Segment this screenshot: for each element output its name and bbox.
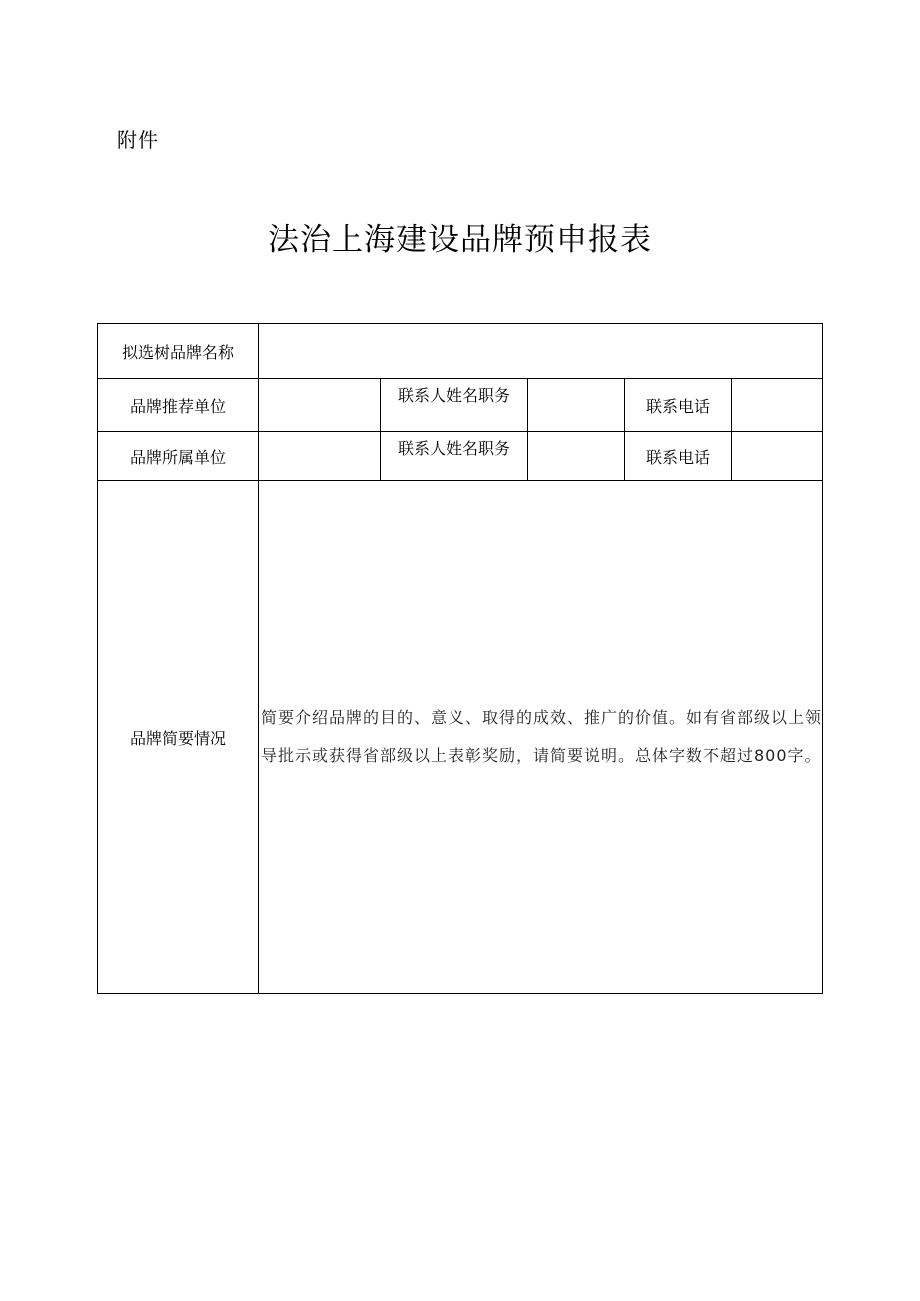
summary-label: 品牌简要情况	[98, 481, 259, 994]
owner-contact-phone-field[interactable]	[732, 432, 823, 481]
owner-unit-label: 品牌所属单位	[98, 432, 259, 481]
brand-name-row	[98, 324, 823, 379]
brand-name-field[interactable]	[259, 324, 823, 379]
summary-field[interactable]	[259, 481, 823, 994]
recommend-unit-label: 品牌推荐单位	[98, 379, 259, 432]
owner-contact-name-title-label: 联系人姓名职务	[381, 432, 528, 481]
summary-hint-line-1: 简要介绍品牌的目的、意义、取得的成效、推广的价值。如有省部级以上领	[261, 708, 823, 727]
owner-unit-field[interactable]	[259, 432, 381, 481]
owner-unit-row	[98, 432, 823, 481]
summary-row	[98, 481, 823, 994]
brand-name-label: 拟选树品牌名称	[98, 324, 259, 379]
recommend-contact-phone-label: 联系电话	[625, 379, 732, 432]
owner-contact-phone-label: 联系电话	[625, 432, 732, 481]
recommend-unit-field[interactable]	[259, 379, 381, 432]
recommend-contact-phone-field[interactable]	[732, 379, 823, 432]
owner-contact-name-title-field[interactable]	[528, 432, 625, 481]
form-title: 法治上海建设品牌预申报表	[268, 222, 652, 258]
attachment-label: 附件	[117, 128, 159, 152]
summary-hint-line-2: 导批示或获得省部级以上表彰奖励，请简要说明。总体字数不超过800字。	[261, 746, 822, 765]
application-form-table	[97, 323, 823, 994]
recommend-unit-row	[98, 379, 823, 432]
recommend-contact-name-title-field[interactable]	[528, 379, 625, 432]
recommend-contact-name-title-label: 联系人姓名职务	[381, 379, 528, 432]
